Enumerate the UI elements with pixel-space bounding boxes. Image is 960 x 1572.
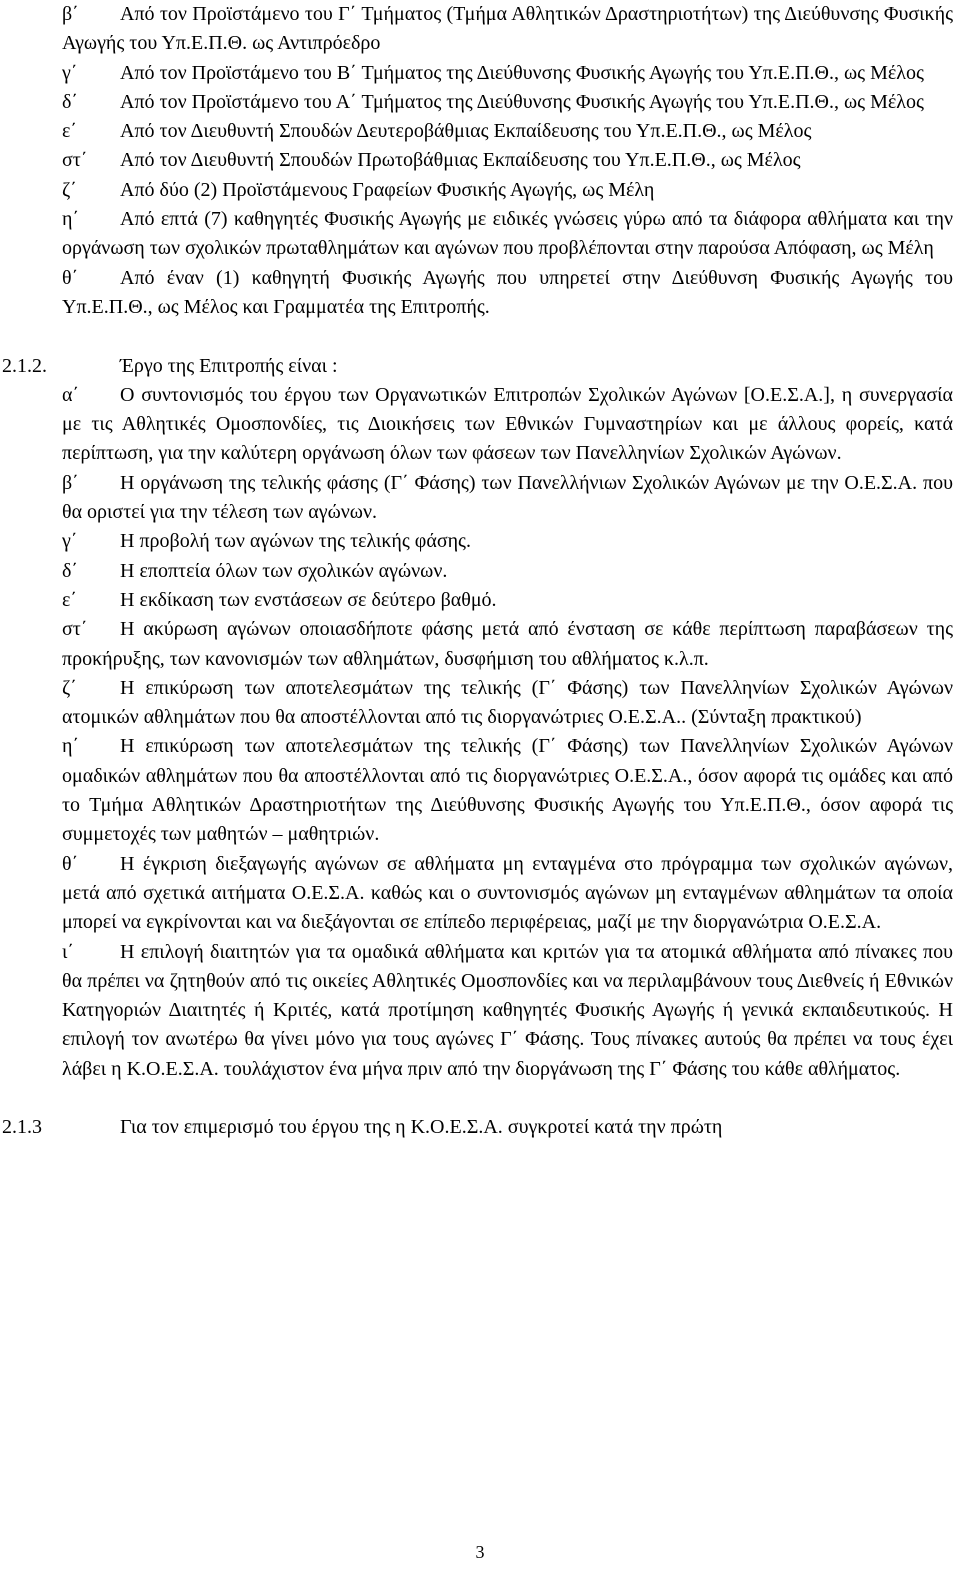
item-label: η΄: [62, 735, 80, 758]
item-text: Από τον Προϊστάμενο του Α΄ Τμήματος της Διεύθυνσης Φυσικής Αγωγής του Υπ.Ε.Π.Θ., ως Μέλος: [120, 90, 924, 113]
item-text: Ο συντονισμός του έργου των Οργανωτικών Επιτροπών Σχολικών Αγώνων [Ο.Ε.Σ.Α.], η συνεργασία με τις Αθλητικές Ομοσπονδίες, τις Διοικήσεις των Εθνικών Γυμναστηρίων και με άλλους φορείς, κατά περίπτωση, για την καλύτερη οργάνωση όλων των φάσεων των Πανελληνίων Σχολικών Αγώνων.: [62, 383, 953, 465]
committee-members-list: [62, 0, 953, 322]
list-item: [62, 117, 953, 146]
list-item: [62, 674, 953, 733]
list-item: [62, 0, 953, 59]
list-item: [62, 88, 953, 117]
item-text: Η έγκριση διεξαγωγής αγώνων σε αθλήματα μη ενταγμένα στο πρόγραμμα των σχολικών αγώνων, μετά από σχετικά αιτήματα Ο.Ε.Σ.Α. καθώς και ο συντονισμός αγώνων μη ενταγμένων αθλημάτων τα οποία μπορεί να εγκρίνονται και να διεξάγονται σε επίπεδο περιφέρειας, μαζί με την διοργανώτρια Ο.Ε.Σ.Α.: [62, 852, 953, 934]
item-text: Η οργάνωση της τελικής φάσης (Γ΄ Φάσης) των Πανελλήνιων Σχολικών Αγώνων με την Ο.Ε.Σ.Α. που θα οριστεί για την τέλεση των αγώνων.: [62, 471, 953, 524]
list-item: [62, 205, 953, 264]
item-text: Από δύο (2) Προϊστάμενους Γραφείων Φυσικής Αγωγής, ως Μέλη: [120, 178, 655, 201]
item-label: ε΄: [62, 588, 78, 611]
list-item: [62, 146, 953, 175]
section-2-1-3: [2, 1113, 953, 1142]
list-item: [62, 732, 953, 849]
item-label: γ΄: [62, 61, 78, 84]
item-text: Η προβολή των αγώνων της τελικής φάσης.: [120, 530, 471, 553]
item-text: Η επικύρωση των αποτελεσμάτων της τελικής (Γ΄ Φάσης) των Πανελληνίων Σχολικών Αγώνων ατομικών αθλημάτων που θα αποστέλλονται από τις διοργανώτριες Ο.Ε.Σ.Α.. (Σύνταξη πρακτικού): [62, 676, 953, 729]
list-item: [62, 527, 953, 556]
item-text: Από έναν (1) καθηγητή Φυσικής Αγωγής που υπηρετεί στην Διεύθυνση Φυσικής Αγωγής του Υπ.Ε.Π.Θ., ως Μέλος και Γραμματέα της Επιτροπής.: [62, 266, 953, 318]
list-item: [62, 176, 953, 205]
item-label: β΄: [62, 471, 79, 494]
item-text: Από επτά (7) καθηγητές Φυσικής Αγωγής με ειδικές γνώσεις γύρω από τα διάφορα αθλήματα και την οργάνωση των σχολικών πρωταθλημάτων και αγώνων που προβλέπονται στην παρούσα Απόφαση, ως Μέλη: [62, 208, 953, 260]
list-item: [62, 469, 953, 528]
item-text: Η επικύρωση των αποτελεσμάτων της τελικής (Γ΄ Φάσης) των Πανελληνίων Σχολικών Αγώνων ομαδικών αθλημάτων που θα αποστέλλονται από τις διοργανώτριες Ο.Ε.Σ.Α., όσον αφορά τις ομάδες και από το Τμήμα Αθλητικών Δραστηριοτήτων της Διεύθυνσης Φυσικής Αγωγής του Υπ.Ε.Π.Θ., όσον αφορά τις συμμετοχές των μαθητών – μαθητριών.: [62, 735, 953, 846]
item-label: θ΄: [62, 852, 79, 875]
section-2-1-2: [2, 352, 953, 1084]
section-number: 2.1.2.: [2, 354, 47, 377]
item-label: η΄: [62, 208, 80, 231]
list-item: [62, 586, 953, 615]
item-label: δ΄: [62, 559, 79, 582]
list-item: [62, 557, 953, 586]
list-item: [62, 850, 953, 938]
item-text: Η εκδίκαση των ενστάσεων σε δεύτερο βαθμό.: [120, 588, 497, 611]
item-label: α΄: [62, 383, 80, 406]
item-text: Από τον Διευθυντή Σπουδών Δευτεροβάθμιας Εκπαίδευσης του Υπ.Ε.Π.Θ., ως Μέλος: [120, 120, 812, 143]
section-number: 2.1.3: [2, 1116, 42, 1139]
list-item: [62, 938, 953, 1084]
item-text: Από τον Διευθυντή Σπουδών Πρωτοβάθμιας Εκπαίδευσης του Υπ.Ε.Π.Θ., ως Μέλος: [120, 149, 801, 172]
item-text: Από τον Προϊστάμενο του Γ΄ Τμήματος (Τμήμα Αθλητικών Δραστηριοτήτων) της Διεύθυνσης Φυσικής Αγωγής του Υπ.Ε.Π.Θ. ως Αντιπρόεδρο: [62, 3, 953, 55]
item-label: δ΄: [62, 90, 79, 113]
list-item: [62, 615, 953, 674]
item-text: Από τον Προϊστάμενο του Β΄ Τμήματος της Διεύθυνσης Φυσικής Αγωγής του Υπ.Ε.Π.Θ., ως Μέλος: [120, 61, 924, 84]
list-item: [62, 264, 953, 323]
list-item: [62, 381, 953, 469]
item-label: ζ΄: [62, 178, 77, 201]
section-heading: Έργο της Επιτροπής είναι :: [120, 354, 338, 377]
item-label: γ΄: [62, 530, 78, 553]
page-number: 3: [475, 1542, 485, 1562]
item-label: στ΄: [62, 618, 88, 641]
item-label: ζ΄: [62, 676, 77, 699]
item-text: Η επιλογή διαιτητών για τα ομαδικά αθλήματα και κριτών για τα ατομικά αθλήματα από πίνακες που θα πρέπει να ζητηθούν από τις οικείες Αθλητικές Ομοσπονδίες και να περιλαμβάνουν τους Διεθνείς ή Εθνικών Κατηγοριών Διαιτητές ή Κριτές, κατά προτίμηση καθηγητές Φυσικής Αγωγής ή γενικά εκπαιδευτικούς. Η επιλογή τον ανωτέρω θα γίνει μόνο για τους αγώνες Γ΄ Φάσης. Τους πίνακες αυτούς θα πρέπει να τους έχει λάβει η Κ.Ο.Ε.Σ.Α. τουλάχιστον ένα μήνα πριν από την διοργάνωση της Γ΄ Φάσης του κάθε αθλήματος.: [62, 940, 953, 1080]
item-label: β΄: [62, 3, 79, 25]
item-label: ι΄: [62, 940, 75, 963]
document-body: [2, 0, 953, 1143]
item-label: θ΄: [62, 266, 79, 289]
item-text: Η εποπτεία όλων των σχολικών αγώνων.: [120, 559, 448, 582]
item-text: Η ακύρωση αγώνων οποιασδήποτε φάσης μετά από ένσταση σε κάθε περίπτωση παραβάσεων της προκήρυξης, των κανονισμών των αθλημάτων, δυσφήμιση του αθλήματος κ.λ.π.: [62, 618, 953, 670]
section-text: Για τον επιμερισμό του έργου της η Κ.Ο.Ε.Σ.Α. συγκροτεί κατά την πρώτη: [120, 1116, 723, 1139]
list-item: [62, 59, 953, 88]
item-label: ε΄: [62, 120, 78, 143]
item-label: στ΄: [62, 149, 88, 172]
